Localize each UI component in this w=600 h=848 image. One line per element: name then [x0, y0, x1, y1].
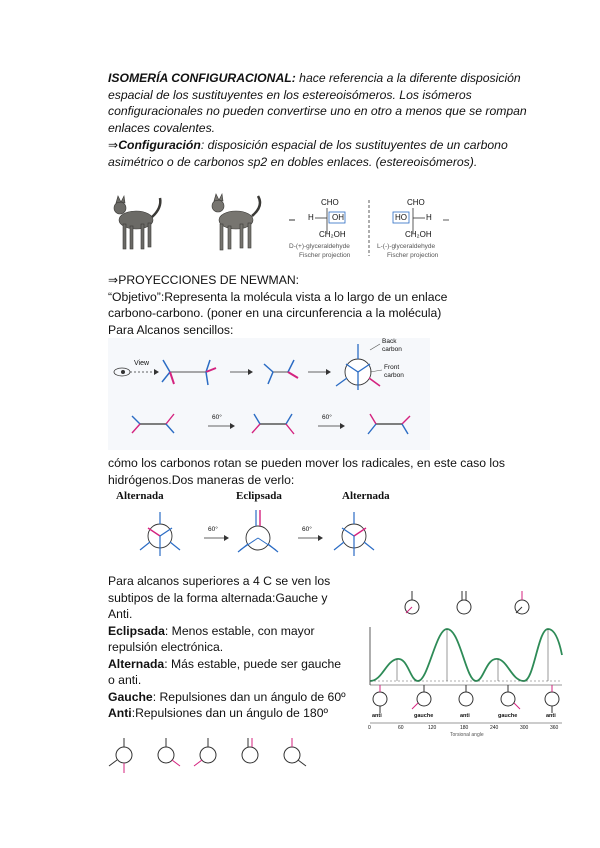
x-tick-180: 180	[460, 725, 469, 731]
gauche-def	[108, 689, 363, 706]
rotation-label-2: 60°	[322, 414, 332, 421]
gauche-term: Gauche	[108, 689, 153, 704]
alternada-text-1: : Más estable, puede ser gauche	[164, 656, 342, 671]
alternada-term: Alternada	[108, 656, 165, 671]
back-carbon-label-2: carbon	[382, 346, 402, 353]
anti-term: Anti	[108, 706, 132, 720]
x-tick-60: 60	[398, 725, 404, 731]
x-tick-120: 120	[428, 725, 437, 731]
energy-label-anti-1: anti	[372, 713, 382, 719]
newman-eclipsed	[238, 510, 278, 552]
view-label: View	[134, 360, 150, 367]
fischer-left-bottom: CH₂OH	[319, 230, 346, 239]
x-tick-360: 360	[550, 725, 559, 731]
back-carbon-label-1: Back	[382, 338, 397, 345]
rotation-line-2: hidrógenos.Dos maneras de verlo:	[108, 472, 295, 487]
gauche-text: : Repulsiones dan un ángulo de 60º	[152, 689, 346, 704]
front-carbon-label-1: Front	[384, 364, 400, 371]
fischer-right-top: CHO	[407, 198, 425, 207]
fischer-left-caption2: Fischer projection	[299, 252, 351, 259]
eclipsada-term: Eclipsada	[108, 623, 165, 638]
fischer-right-caption1: L-(-)-glyceraldehyde	[377, 243, 436, 250]
arrow-icon: ⇒	[108, 138, 119, 152]
sup-line-1: Para alcanos superiores a 4 C se ven los	[108, 574, 331, 588]
x-tick-240: 240	[490, 725, 499, 731]
anti-text: :Repulsiones dan un ángulo de 180º	[131, 706, 328, 720]
eclipsada-text-2: repulsión electrónica.	[108, 640, 224, 654]
fischer-right-ho: HO	[395, 213, 407, 222]
label-alternada-2: Alternada	[342, 490, 390, 502]
rotation-line-1: cómo los carbonos rotan se pueden mover los radicales, en este caso los	[108, 456, 505, 470]
conformations-figure	[108, 490, 408, 568]
energy-label-gauche-1: gauche	[414, 713, 434, 719]
fischer-left-caption1: D-(+)-glyceraldehyde	[289, 243, 350, 250]
energy-label-anti-3: anti	[546, 713, 556, 719]
eclipsada-def	[108, 623, 363, 640]
conformations-svg	[108, 504, 408, 568]
butane-conformers-strip	[104, 733, 324, 778]
newman-staggered-2	[334, 512, 374, 556]
alternada-text-2: o anti.	[108, 673, 142, 687]
fischer-right-bottom: CH₂OH	[405, 230, 432, 239]
sup-line-2: subtipos de la forma alternada:Gauche y	[108, 590, 328, 605]
front-carbon-label-2: carbon	[384, 372, 404, 379]
intro-text: hace referencia a la diferente disposición espacial de los sustituyentes en los estereoisómeros. Los isómeros configuracionales no pueden convertirse uno en otro a menos que se rompan enlaces covalentes.	[108, 71, 527, 135]
superiores-block	[108, 573, 363, 722]
config-term: Configuración	[118, 138, 201, 152]
fischer-left-h: H	[308, 213, 314, 222]
config-text: : disposición espacial de los sustituyentes de un carbono asimétrico o de carbonos sp2 en dobles enlaces. (estereoisómeros).	[108, 138, 508, 169]
newman-line-1: “Objetivo”:Representa la molécula vista a lo largo de un enlace	[108, 289, 448, 304]
fischer-projections	[285, 196, 455, 266]
newman-staggered-1	[140, 512, 180, 556]
rotation-label-1: 60°	[212, 414, 222, 421]
eclipsada-text-1: : Menos estable, con mayor	[164, 623, 315, 638]
config-paragraph	[108, 137, 528, 170]
energy-xlabel: Torsional angle	[450, 732, 484, 738]
newman-section	[108, 272, 528, 338]
x-tick-300: 300	[520, 725, 529, 731]
cats-image	[108, 190, 278, 255]
newman-heading: ⇒PROYECCIONES DE NEWMAN:	[108, 273, 300, 287]
fischer-left-oh: OH	[332, 213, 344, 222]
alternada-def	[108, 656, 363, 673]
ethane-view-diagram	[108, 338, 430, 450]
rotation-paragraph	[108, 455, 528, 488]
conformer-row	[132, 414, 410, 434]
x-tick-0: 0	[368, 725, 371, 731]
cat-right	[212, 194, 260, 250]
energy-diagram	[362, 585, 568, 740]
fischer-right-caption2: Fischer projection	[387, 252, 439, 259]
intro-title: ISOMERÍA CONFIGURACIONAL:	[108, 71, 296, 85]
intro-paragraph	[108, 70, 528, 136]
fischer-left-top: CHO	[321, 198, 339, 207]
label-alternada: Alternada	[116, 490, 164, 502]
energy-label-anti-2: anti	[460, 713, 470, 719]
fischer-right-h: H	[426, 213, 432, 222]
energy-label-gauche-2: gauche	[498, 713, 518, 719]
cat-left	[114, 196, 160, 249]
energy-curve	[370, 629, 562, 681]
conf-rot-label-2: 60°	[302, 526, 312, 533]
label-eclipsada: Eclipsada	[236, 490, 282, 502]
sup-line-3: Anti.	[108, 607, 133, 621]
newman-line-2: carbono-carbono. (poner en una circunferencia a la molécula)	[108, 306, 442, 320]
anti-def	[108, 705, 363, 722]
conf-rot-label-1: 60°	[208, 526, 218, 533]
newman-line-3: Para Alcanos sencillos:	[108, 322, 234, 337]
ethane-svg	[108, 338, 430, 450]
